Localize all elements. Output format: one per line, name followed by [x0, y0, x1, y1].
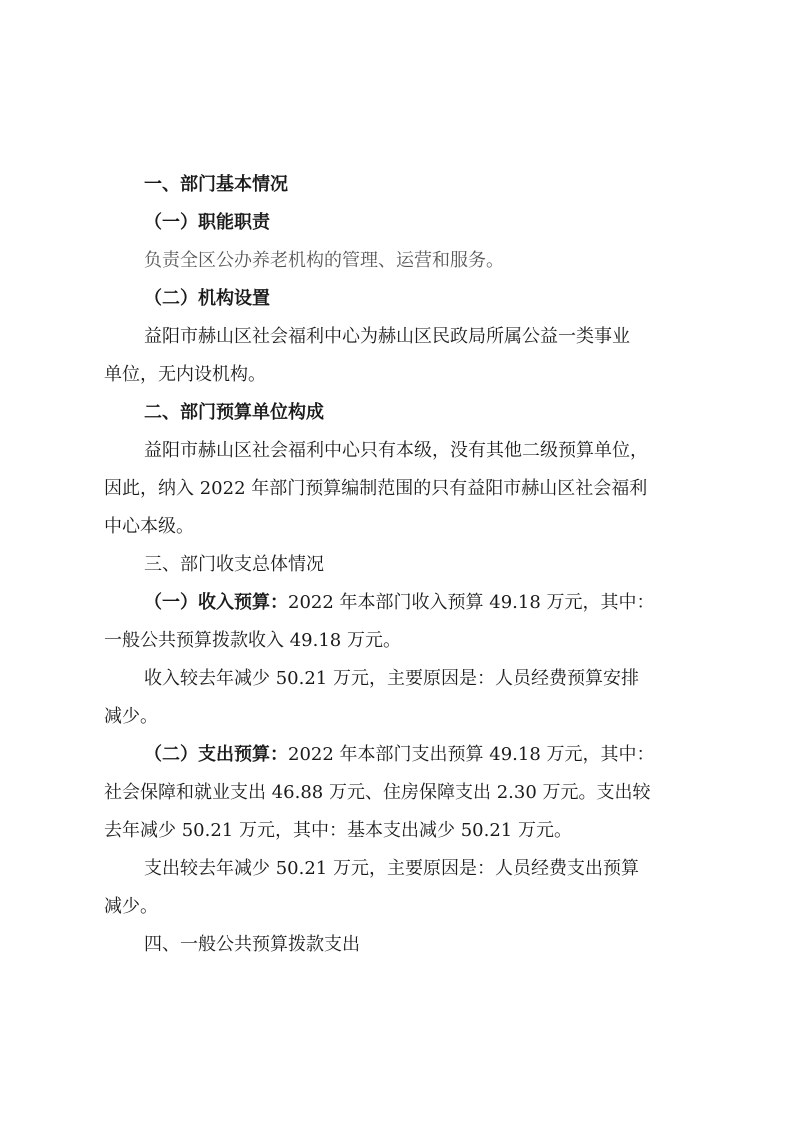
section-1-sub-1-title: （一）职能职责: [144, 212, 270, 233]
section-3-income-line-1: [104, 584, 690, 622]
income-text: 2022 年本部门收入预算 49.18 万元，其中：: [288, 592, 655, 613]
expense-text: 2022 年本部门支出预算 49.18 万元，其中：: [288, 744, 655, 765]
expense-label: （二）支出预算：: [144, 744, 288, 765]
section-3-income-reason-1: 收入较去年减少 50.21 万元，主要原因是：人员经费预算安排: [144, 668, 639, 689]
section-3-expense-reason-2: 减少。: [104, 896, 158, 917]
section-2-title: 二、部门预算单位构成: [144, 402, 324, 423]
section-2-line-1: 益阳市赫山区社会福利中心只有本级，没有其他二级预算单位，: [144, 440, 648, 461]
section-1-sub-1-text: 负责全区公办养老机构的管理、运营和服务。: [144, 250, 504, 271]
section-1-sub-2-title: （二）机构设置: [144, 288, 270, 309]
income-label: （一）收入预算：: [144, 592, 288, 613]
section-1-sub-2-line-1: 益阳市赫山区社会福利中心为赫山区民政局所属公益一类事业: [144, 326, 630, 347]
section-3-expense-reason-1: 支出较去年减少 50.21 万元，主要原因是：人员经费支出预算: [144, 858, 639, 879]
section-4-title: [104, 926, 690, 964]
section-3-title: [104, 546, 690, 584]
section-3-expense-line-1: [104, 736, 690, 774]
section-1-title: 一、部门基本情况: [144, 174, 288, 195]
document-body: [104, 166, 690, 964]
section-3-title-text: 三、部门收支总体情况: [144, 554, 324, 575]
section-3-income-reason-2: 减少。: [104, 706, 158, 727]
section-1-sub-2-line-2: 单位，无内设机构。: [104, 364, 266, 385]
section-2-line-3: 中心本级。: [104, 516, 194, 537]
section-3-expense-line-3: 去年减少 50.21 万元，其中：基本支出减少 50.21 万元。: [104, 820, 572, 841]
section-3-income-line-2: 一般公共预算拨款收入 49.18 万元。: [104, 630, 401, 651]
section-4-title-text: 四、一般公共预算拨款支出: [144, 934, 360, 955]
section-3-expense-line-2: 社会保障和就业支出 46.88 万元、住房保障支出 2.30 万元。支出较: [104, 782, 651, 803]
section-2-line-2: 因此，纳入 2022 年部门预算编制范围的只有益阳市赫山区社会福利: [104, 478, 648, 499]
